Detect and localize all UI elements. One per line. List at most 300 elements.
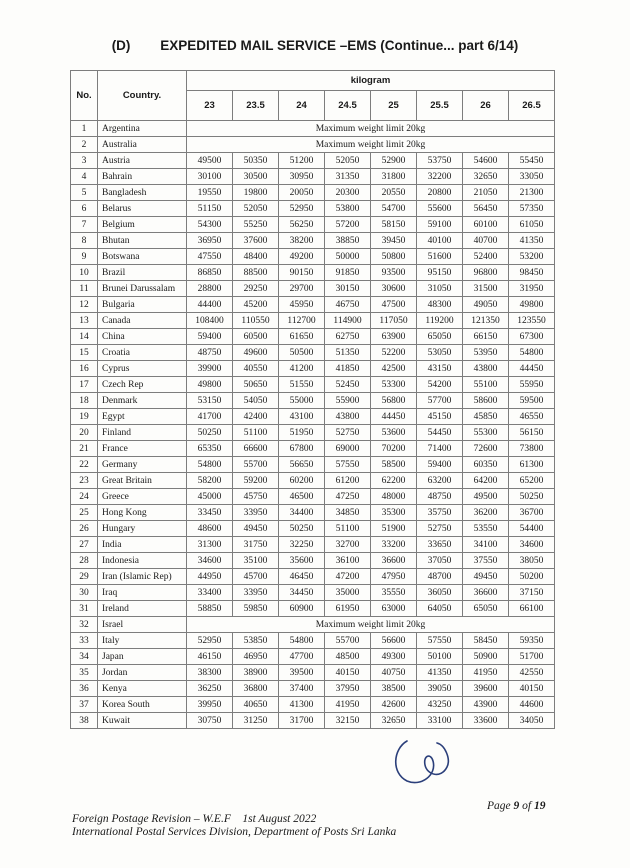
rate-cell: 38300 <box>187 665 233 681</box>
rate-cell: 63900 <box>371 329 417 345</box>
table-row <box>71 713 555 729</box>
rate-cell: 64200 <box>463 473 509 489</box>
rate-cell: 71400 <box>417 441 463 457</box>
col-header-country: Country. <box>98 71 187 121</box>
rate-cell: 50650 <box>233 377 279 393</box>
row-number: 25 <box>71 505 98 521</box>
table-row <box>71 121 555 137</box>
row-number: 38 <box>71 713 98 729</box>
rate-cell: 65050 <box>417 329 463 345</box>
rate-cell: 47250 <box>325 489 371 505</box>
rate-cell: 58500 <box>371 457 417 473</box>
rate-cell: 43800 <box>325 409 371 425</box>
weight-limit-note: Maximum weight limit 20kg <box>187 137 555 153</box>
rate-cell: 47200 <box>325 569 371 585</box>
row-number: 22 <box>71 457 98 473</box>
rate-cell: 50500 <box>279 345 325 361</box>
rate-cell: 55700 <box>325 633 371 649</box>
table-row <box>71 217 555 233</box>
rate-cell: 58200 <box>187 473 233 489</box>
rate-cell: 21050 <box>463 185 509 201</box>
country-name: Italy <box>98 633 187 649</box>
row-number: 9 <box>71 249 98 265</box>
weight-header: 23.5 <box>233 91 279 121</box>
table-row <box>71 169 555 185</box>
rate-cell: 49800 <box>187 377 233 393</box>
rate-cell: 33950 <box>233 505 279 521</box>
rate-cell: 69000 <box>325 441 371 457</box>
country-name: Finland <box>98 425 187 441</box>
rate-cell: 58150 <box>371 217 417 233</box>
country-name: Iran (Islamic Rep) <box>98 569 187 585</box>
rate-cell: 21300 <box>509 185 555 201</box>
rate-cell: 19800 <box>233 185 279 201</box>
country-name: Belgium <box>98 217 187 233</box>
table-row <box>71 265 555 281</box>
rate-cell: 39950 <box>187 697 233 713</box>
row-number: 33 <box>71 633 98 649</box>
rate-cell: 50350 <box>233 153 279 169</box>
country-name: Canada <box>98 313 187 329</box>
title-text: EXPEDITED MAIL SERVICE –EMS <box>160 38 377 53</box>
country-name: Korea South <box>98 697 187 713</box>
country-name: Kenya <box>98 681 187 697</box>
table-row <box>71 313 555 329</box>
rate-cell: 57550 <box>325 457 371 473</box>
weight-header: 25 <box>371 91 417 121</box>
rate-cell: 54450 <box>417 425 463 441</box>
rate-cell: 56650 <box>279 457 325 473</box>
rate-cell: 43100 <box>279 409 325 425</box>
row-number: 37 <box>71 697 98 713</box>
table-row <box>71 473 555 489</box>
row-number: 29 <box>71 569 98 585</box>
country-name: China <box>98 329 187 345</box>
rate-cell: 36600 <box>371 553 417 569</box>
table-row <box>71 569 555 585</box>
table-row <box>71 281 555 297</box>
rate-cell: 51700 <box>509 649 555 665</box>
rate-cell: 31800 <box>371 169 417 185</box>
rate-cell: 20050 <box>279 185 325 201</box>
rate-cell: 53600 <box>371 425 417 441</box>
rate-cell: 60900 <box>279 601 325 617</box>
rate-cell: 59200 <box>233 473 279 489</box>
rate-cell: 60200 <box>279 473 325 489</box>
table-row <box>71 425 555 441</box>
rate-cell: 112700 <box>279 313 325 329</box>
rate-cell: 54600 <box>463 153 509 169</box>
rate-cell: 61950 <box>325 601 371 617</box>
rate-cell: 29250 <box>233 281 279 297</box>
rate-cell: 50000 <box>325 249 371 265</box>
rate-cell: 31500 <box>463 281 509 297</box>
rate-cell: 49800 <box>509 297 555 313</box>
rate-cell: 31950 <box>509 281 555 297</box>
rate-cell: 55600 <box>417 201 463 217</box>
rate-cell: 38050 <box>509 553 555 569</box>
country-name: Hong Kong <box>98 505 187 521</box>
table-row <box>71 441 555 457</box>
rate-cell: 59400 <box>417 457 463 473</box>
rate-cell: 41300 <box>279 697 325 713</box>
rate-cell: 33650 <box>417 537 463 553</box>
rate-cell: 57700 <box>417 393 463 409</box>
table-row <box>71 457 555 473</box>
rate-cell: 51950 <box>279 425 325 441</box>
rate-cell: 35100 <box>233 553 279 569</box>
rate-cell: 44950 <box>187 569 233 585</box>
table-row <box>71 329 555 345</box>
rate-cell: 37050 <box>417 553 463 569</box>
table-row <box>71 249 555 265</box>
row-number: 30 <box>71 585 98 601</box>
rate-cell: 53200 <box>509 249 555 265</box>
rate-cell: 35000 <box>325 585 371 601</box>
rate-cell: 55000 <box>279 393 325 409</box>
rate-cell: 20550 <box>371 185 417 201</box>
rate-cell: 62750 <box>325 329 371 345</box>
table-row <box>71 665 555 681</box>
rate-cell: 65200 <box>509 473 555 489</box>
rate-cell: 59400 <box>187 329 233 345</box>
rate-cell: 44450 <box>371 409 417 425</box>
rate-cell: 44400 <box>187 297 233 313</box>
rate-cell: 91850 <box>325 265 371 281</box>
rate-cell: 55450 <box>509 153 555 169</box>
rate-cell: 34400 <box>279 505 325 521</box>
country-name: Cyprus <box>98 361 187 377</box>
row-number: 19 <box>71 409 98 425</box>
rate-cell: 52050 <box>233 201 279 217</box>
rate-cell: 53750 <box>417 153 463 169</box>
row-number: 21 <box>71 441 98 457</box>
rate-cell: 32250 <box>279 537 325 553</box>
rate-cell: 45000 <box>187 489 233 505</box>
rate-cell: 33950 <box>233 585 279 601</box>
rate-cell: 20300 <box>325 185 371 201</box>
page-prefix: Page <box>487 800 514 812</box>
rate-cell: 60350 <box>463 457 509 473</box>
footer-line-1: Foreign Postage Revision – W.E.F 1st August 2022 <box>72 813 317 825</box>
table-row <box>71 585 555 601</box>
rate-cell: 63200 <box>417 473 463 489</box>
rate-cell: 34600 <box>187 553 233 569</box>
title-continuation: (Continue... part 6/14) <box>380 38 519 53</box>
rate-cell: 66150 <box>463 329 509 345</box>
table-row <box>71 521 555 537</box>
rate-cell: 30500 <box>233 169 279 185</box>
page-current: 9 <box>513 800 520 812</box>
rate-cell: 52950 <box>279 201 325 217</box>
row-number: 13 <box>71 313 98 329</box>
rate-cell: 54800 <box>279 633 325 649</box>
row-number: 17 <box>71 377 98 393</box>
country-name: Denmark <box>98 393 187 409</box>
rate-cell: 45200 <box>233 297 279 313</box>
country-name: Bangladesh <box>98 185 187 201</box>
rate-cell: 72600 <box>463 441 509 457</box>
rate-cell: 56600 <box>371 633 417 649</box>
row-number: 14 <box>71 329 98 345</box>
country-name: Germany <box>98 457 187 473</box>
rate-cell: 37600 <box>233 233 279 249</box>
signature-mark <box>385 735 460 795</box>
row-number: 28 <box>71 553 98 569</box>
rate-cell: 51100 <box>325 521 371 537</box>
footer-line-2: International Postal Services Division, Department of Posts Sri Lanka <box>72 826 397 838</box>
rate-cell: 42500 <box>371 361 417 377</box>
rate-cell: 40100 <box>417 233 463 249</box>
country-name: Australia <box>98 137 187 153</box>
table-row <box>71 681 555 697</box>
rate-cell: 37550 <box>463 553 509 569</box>
rate-cell: 41350 <box>509 233 555 249</box>
rate-cell: 53300 <box>371 377 417 393</box>
row-number: 12 <box>71 297 98 313</box>
rate-cell: 39450 <box>371 233 417 249</box>
rate-cell: 41950 <box>325 697 371 713</box>
rate-cell: 52900 <box>371 153 417 169</box>
row-number: 7 <box>71 217 98 233</box>
rate-cell: 56800 <box>371 393 417 409</box>
rate-cell: 59850 <box>233 601 279 617</box>
rate-cell: 41700 <box>187 409 233 425</box>
rate-cell: 33100 <box>417 713 463 729</box>
rate-cell: 29700 <box>279 281 325 297</box>
rate-cell: 46750 <box>325 297 371 313</box>
col-header-unit: kilogram <box>187 71 555 91</box>
rate-cell: 32150 <box>325 713 371 729</box>
rate-cell: 61650 <box>279 329 325 345</box>
rate-cell: 37400 <box>279 681 325 697</box>
country-name: France <box>98 441 187 457</box>
rate-cell: 35750 <box>417 505 463 521</box>
rate-cell: 19550 <box>187 185 233 201</box>
table-row <box>71 345 555 361</box>
row-number: 35 <box>71 665 98 681</box>
country-name: Ireland <box>98 601 187 617</box>
rate-cell: 60500 <box>233 329 279 345</box>
rate-cell: 48750 <box>417 489 463 505</box>
rate-cell: 70200 <box>371 441 417 457</box>
rate-cell: 33600 <box>463 713 509 729</box>
rate-cell: 43250 <box>417 697 463 713</box>
rate-cell: 45750 <box>233 489 279 505</box>
rate-cell: 66600 <box>233 441 279 457</box>
rate-cell: 38850 <box>325 233 371 249</box>
rate-cell: 36600 <box>463 585 509 601</box>
rate-cell: 54200 <box>417 377 463 393</box>
rate-cell: 36700 <box>509 505 555 521</box>
rate-cell: 53850 <box>233 633 279 649</box>
rate-cell: 55700 <box>233 457 279 473</box>
row-number: 23 <box>71 473 98 489</box>
rate-cell: 41350 <box>417 665 463 681</box>
rate-cell: 53050 <box>417 345 463 361</box>
country-name: Bhutan <box>98 233 187 249</box>
rate-cell: 42400 <box>233 409 279 425</box>
rate-cell: 51350 <box>325 345 371 361</box>
rate-cell: 49500 <box>463 489 509 505</box>
rate-cell: 54050 <box>233 393 279 409</box>
rate-cell: 51550 <box>279 377 325 393</box>
row-number: 15 <box>71 345 98 361</box>
rate-cell: 46550 <box>509 409 555 425</box>
row-number: 36 <box>71 681 98 697</box>
rate-cell: 57550 <box>417 633 463 649</box>
rate-cell: 66100 <box>509 601 555 617</box>
rate-cell: 49450 <box>463 569 509 585</box>
rate-cell: 30750 <box>187 713 233 729</box>
row-number: 16 <box>71 361 98 377</box>
rate-cell: 46950 <box>233 649 279 665</box>
country-name: Israel <box>98 617 187 633</box>
country-name: Croatia <box>98 345 187 361</box>
footer <box>72 813 396 839</box>
country-name: India <box>98 537 187 553</box>
table-row <box>71 361 555 377</box>
rate-cell: 41950 <box>463 665 509 681</box>
rate-cell: 62200 <box>371 473 417 489</box>
rate-cell: 31300 <box>187 537 233 553</box>
rate-cell: 34850 <box>325 505 371 521</box>
rate-cell: 31250 <box>233 713 279 729</box>
rate-cell: 49300 <box>371 649 417 665</box>
rate-cell: 47950 <box>371 569 417 585</box>
rate-cell: 57200 <box>325 217 371 233</box>
table-row <box>71 489 555 505</box>
rate-cell: 61200 <box>325 473 371 489</box>
weight-header: 23 <box>187 91 233 121</box>
rate-cell: 40150 <box>509 681 555 697</box>
rate-cell: 47550 <box>187 249 233 265</box>
rate-cell: 38500 <box>371 681 417 697</box>
row-number: 34 <box>71 649 98 665</box>
rate-cell: 98450 <box>509 265 555 281</box>
rate-cell: 52750 <box>417 521 463 537</box>
rate-cell: 86850 <box>187 265 233 281</box>
rate-cell: 51100 <box>233 425 279 441</box>
table-row <box>71 137 555 153</box>
rate-cell: 52200 <box>371 345 417 361</box>
rate-cell: 50800 <box>371 249 417 265</box>
rate-cell: 36100 <box>325 553 371 569</box>
weight-limit-note: Maximum weight limit 20kg <box>187 121 555 137</box>
rate-cell: 59100 <box>417 217 463 233</box>
country-name: Jordan <box>98 665 187 681</box>
rate-cell: 40150 <box>325 665 371 681</box>
rate-cell: 50250 <box>187 425 233 441</box>
rate-cell: 95150 <box>417 265 463 281</box>
rate-cell: 36800 <box>233 681 279 697</box>
rate-cell: 48600 <box>187 521 233 537</box>
rate-cell: 47700 <box>279 649 325 665</box>
rate-cell: 46450 <box>279 569 325 585</box>
row-number: 20 <box>71 425 98 441</box>
rate-cell: 54400 <box>509 521 555 537</box>
country-name: Argentina <box>98 121 187 137</box>
rate-cell: 56150 <box>509 425 555 441</box>
rate-cell: 58450 <box>463 633 509 649</box>
rate-cell: 57350 <box>509 201 555 217</box>
rate-cell: 36250 <box>187 681 233 697</box>
rate-cell: 52750 <box>325 425 371 441</box>
row-number: 32 <box>71 617 98 633</box>
rate-cell: 56250 <box>279 217 325 233</box>
country-name: Iraq <box>98 585 187 601</box>
country-name: Kuwait <box>98 713 187 729</box>
rate-cell: 34050 <box>509 713 555 729</box>
rate-cell: 32650 <box>371 713 417 729</box>
rate-cell: 38200 <box>279 233 325 249</box>
rate-cell: 34600 <box>509 537 555 553</box>
weight-header: 24.5 <box>325 91 371 121</box>
country-name: Bahrain <box>98 169 187 185</box>
row-number: 10 <box>71 265 98 281</box>
rate-cell: 55100 <box>463 377 509 393</box>
rate-cell: 119200 <box>417 313 463 329</box>
rate-cell: 58600 <box>463 393 509 409</box>
table-row <box>71 649 555 665</box>
rate-cell: 67800 <box>279 441 325 457</box>
rate-cell: 48000 <box>371 489 417 505</box>
rate-cell: 44450 <box>509 361 555 377</box>
rate-cell: 60100 <box>463 217 509 233</box>
table-row <box>71 233 555 249</box>
rate-cell: 65350 <box>187 441 233 457</box>
rate-cell: 65050 <box>463 601 509 617</box>
weight-header: 26 <box>463 91 509 121</box>
rate-cell: 48300 <box>417 297 463 313</box>
rate-cell: 38900 <box>233 665 279 681</box>
country-name: Brunei Darussalam <box>98 281 187 297</box>
weight-header: 26.5 <box>509 91 555 121</box>
rate-cell: 40650 <box>233 697 279 713</box>
table-row <box>71 297 555 313</box>
rate-cell: 31750 <box>233 537 279 553</box>
rate-cell: 43900 <box>463 697 509 713</box>
table-row <box>71 201 555 217</box>
country-name: Japan <box>98 649 187 665</box>
rate-cell: 54300 <box>187 217 233 233</box>
rate-cell: 48700 <box>417 569 463 585</box>
row-number: 2 <box>71 137 98 153</box>
col-header-no: No. <box>71 71 98 121</box>
rate-cell: 110550 <box>233 313 279 329</box>
country-name: Czech Rep <box>98 377 187 393</box>
rate-cell: 39600 <box>463 681 509 697</box>
rate-cell: 50250 <box>279 521 325 537</box>
row-number: 31 <box>71 601 98 617</box>
row-number: 4 <box>71 169 98 185</box>
page-title <box>0 38 630 53</box>
table-row <box>71 393 555 409</box>
rate-cell: 42550 <box>509 665 555 681</box>
row-number: 1 <box>71 121 98 137</box>
rate-cell: 54800 <box>187 457 233 473</box>
table-row <box>71 185 555 201</box>
rate-cell: 56450 <box>463 201 509 217</box>
table-row <box>71 601 555 617</box>
rate-cell: 114900 <box>325 313 371 329</box>
rate-cell: 48400 <box>233 249 279 265</box>
row-number: 3 <box>71 153 98 169</box>
rate-cell: 35550 <box>371 585 417 601</box>
rate-cell: 40550 <box>233 361 279 377</box>
country-name: Bulgaria <box>98 297 187 313</box>
rate-cell: 59500 <box>509 393 555 409</box>
